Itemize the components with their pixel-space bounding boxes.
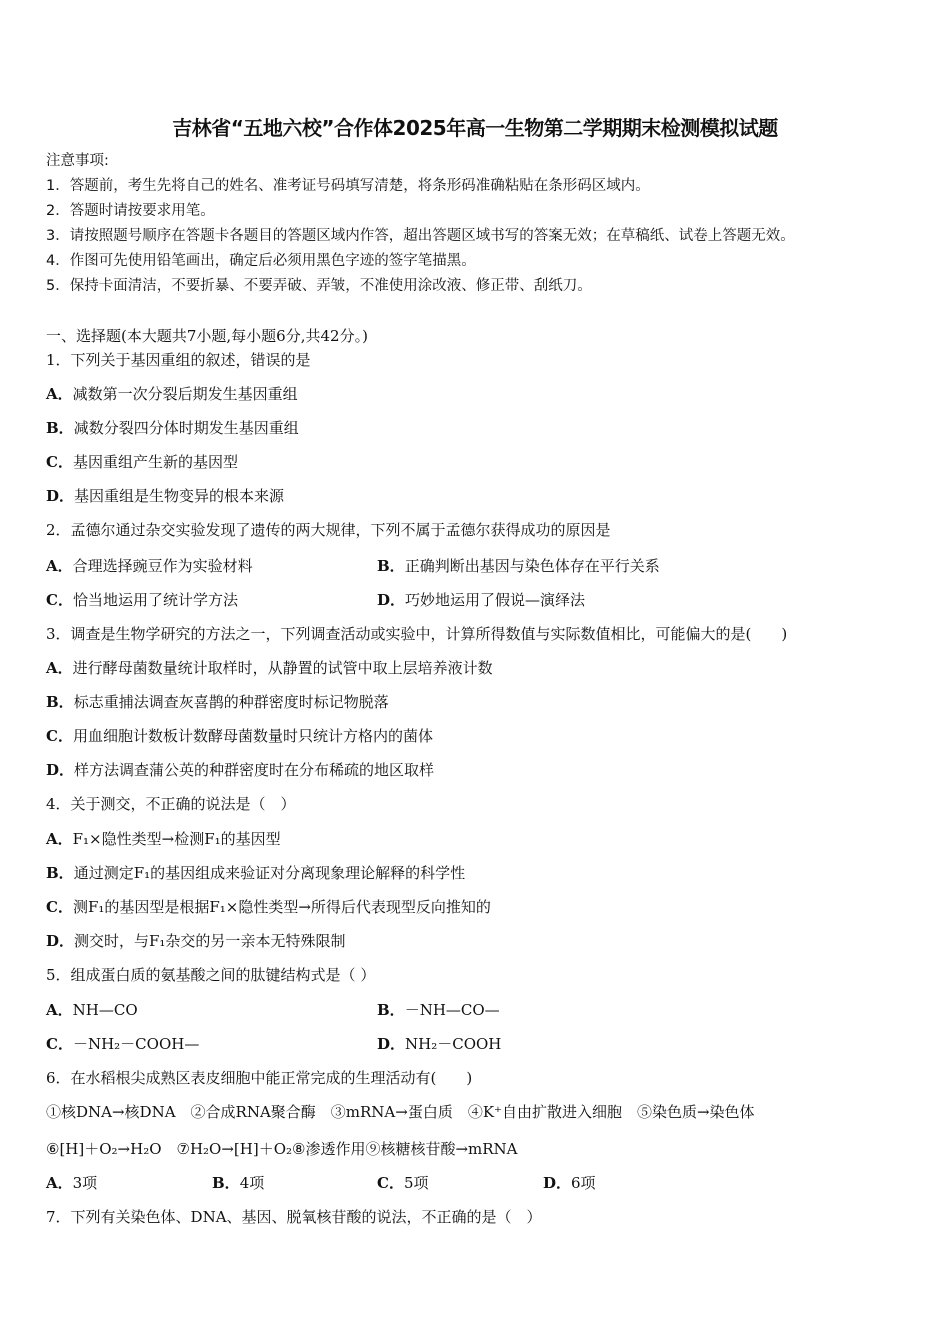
question-stem: 5．组成蛋白质的氨基酸之间的肽键结构式是（ ） — [46, 966, 376, 984]
option — [377, 1000, 500, 1020]
option-letter: C． — [46, 1035, 73, 1053]
option — [46, 897, 491, 917]
option-letter: D． — [377, 1035, 406, 1053]
question-item-list: ①核DNA→核DNA ②合成RNA聚合酶 ③mRNA→蛋白质 ④K⁺自由扩散进入细胞 ⑤染色质→染色体 — [46, 1103, 755, 1121]
option-letter: A． — [46, 1001, 73, 1019]
option-text: 用血细胞计数板计数酵母菌数量时只统计方格内的菌体 — [72, 727, 433, 745]
option — [46, 590, 238, 610]
option — [46, 556, 253, 576]
option-text: 合理选择豌豆作为实验材料 — [72, 557, 253, 575]
option-letter: A． — [46, 385, 73, 403]
option-letter: C． — [46, 727, 73, 745]
option-letter: A． — [46, 659, 73, 677]
option-text: 巧妙地运用了假说—演绎法 — [405, 591, 586, 609]
option-letter: D． — [46, 487, 75, 505]
option-letter: B． — [46, 419, 74, 437]
option — [543, 1173, 596, 1193]
question-stem: 6．在水稻根尖成熟区表皮细胞中能正常完成的生理活动有( ) — [46, 1069, 473, 1087]
notice-heading: 注意事项: — [46, 153, 109, 169]
option-letter: C． — [46, 453, 73, 471]
option — [46, 1173, 97, 1193]
option — [46, 658, 493, 678]
option-text: 进行酵母菌数量统计取样时，从静置的试管中取上层培养液计数 — [72, 659, 493, 677]
option-text: 减数分裂四分体时期发生基因重组 — [73, 419, 299, 437]
question-item-list: ⑥[H]＋O₂→H₂O ⑦H₂O→[H]＋O₂⑧渗透作用⑨核糖核苷酸→mRNA — [46, 1140, 518, 1158]
option-text: 4项 — [239, 1174, 265, 1192]
option-text: －NH—CO— — [404, 1001, 500, 1019]
option-text: 基因重组产生新的基因型 — [72, 453, 238, 471]
option-letter: B． — [212, 1174, 240, 1192]
option-letter: D． — [543, 1174, 572, 1192]
option — [377, 1173, 429, 1193]
question-stem: 3．调查是生物学研究的方法之一，下列调查活动或实验中，计算所得数值与实际数值相比，可能偏大的是( ) — [46, 625, 788, 643]
question-stem: 1．下列关于基因重组的叙述，错误的是 — [46, 351, 311, 369]
option-text: 标志重捕法调查灰喜鹊的种群密度时标记物脱落 — [73, 693, 389, 711]
option-text: 测F₁的基因型是根据F₁×隐性类型→所得后代表现型反向推知的 — [72, 898, 491, 916]
option-letter: B． — [377, 557, 405, 575]
option — [46, 452, 238, 472]
option-text: 恰当地运用了统计学方法 — [72, 591, 238, 609]
notice-item: 4．作图可先使用铅笔画出，确定后必须用黑色字迹的签字笔描黑。 — [46, 253, 476, 269]
option-letter: C． — [377, 1174, 404, 1192]
option-letter: C． — [46, 898, 73, 916]
notice-item: 5．保持卡面清洁，不要折暴、不要弄破、弄皱，不准使用涂改液、修正带、刮纸刀。 — [46, 278, 592, 294]
option — [46, 692, 389, 712]
option-text: 测交时，与F₁杂交的另一亲本无特殊限制 — [74, 932, 346, 950]
option-text: 通过测定F₁的基因组成来验证对分离现象理论解释的科学性 — [73, 864, 466, 882]
option-letter: C． — [46, 591, 73, 609]
option — [377, 556, 660, 576]
option — [46, 1000, 138, 1020]
option-text: －NH₂－COOH— — [72, 1035, 200, 1053]
notice-item: 2．答题时请按要求用笔。 — [46, 203, 215, 219]
option-letter: A． — [46, 1174, 73, 1192]
option-text: NH₂－COOH — [405, 1035, 502, 1053]
option-text: 3项 — [72, 1174, 98, 1192]
option-letter: D． — [377, 591, 406, 609]
option — [46, 829, 281, 849]
option-letter: D． — [46, 932, 75, 950]
option-text: 样方法调查蒲公英的种群密度时在分布稀疏的地区取样 — [74, 761, 435, 779]
question-stem: 7．下列有关染色体、DNA、基因、脱氧核苷酸的说法，不正确的是（ ） — [46, 1208, 542, 1226]
option-text: 基因重组是生物变异的根本来源 — [74, 487, 285, 505]
option — [46, 931, 345, 951]
option-text: 6项 — [571, 1174, 596, 1192]
option-letter: B． — [46, 864, 74, 882]
option-letter: A． — [46, 557, 73, 575]
option — [46, 1034, 199, 1054]
option-letter: B． — [46, 693, 74, 711]
option — [46, 418, 299, 438]
option — [46, 726, 433, 746]
option-text: F₁×隐性类型→检测F₁的基因型 — [72, 830, 281, 848]
option — [46, 760, 434, 780]
option — [46, 486, 284, 506]
option-text: NH—CO — [72, 1001, 138, 1019]
option-text: 正确判断出基因与染色体存在平行关系 — [404, 557, 660, 575]
option — [46, 863, 465, 883]
option-text: 减数第一次分裂后期发生基因重组 — [72, 385, 298, 403]
option-letter: B． — [377, 1001, 405, 1019]
notice-item: 1．答题前，考生先将自己的姓名、准考证号码填写清楚，将条形码准确粘贴在条形码区域内。 — [46, 178, 650, 194]
notice-item: 3．请按照题号顺序在答题卡各题目的答题区域内作答，超出答题区域书写的答案无效；在草稿纸、试卷上答题无效。 — [46, 228, 795, 244]
question-stem: 2．孟德尔通过杂交实验发现了遗传的两大规律，下列不属于孟德尔获得成功的原因是 — [46, 521, 611, 539]
option — [212, 1173, 264, 1193]
option — [377, 590, 585, 610]
question-stem: 4．关于测交，不正确的说法是（ ） — [46, 795, 296, 813]
section-heading: 一、选择题(本大题共7小题,每小题6分,共42分。) — [46, 327, 368, 345]
option — [46, 384, 298, 404]
option-letter: D． — [46, 761, 75, 779]
option-text: 5项 — [403, 1174, 429, 1192]
option-letter: A． — [46, 830, 73, 848]
page-title: 吉林省“五地六校”合作体2025年高一生物第二学期期末检测模拟试题 — [172, 116, 778, 140]
option — [377, 1034, 501, 1054]
